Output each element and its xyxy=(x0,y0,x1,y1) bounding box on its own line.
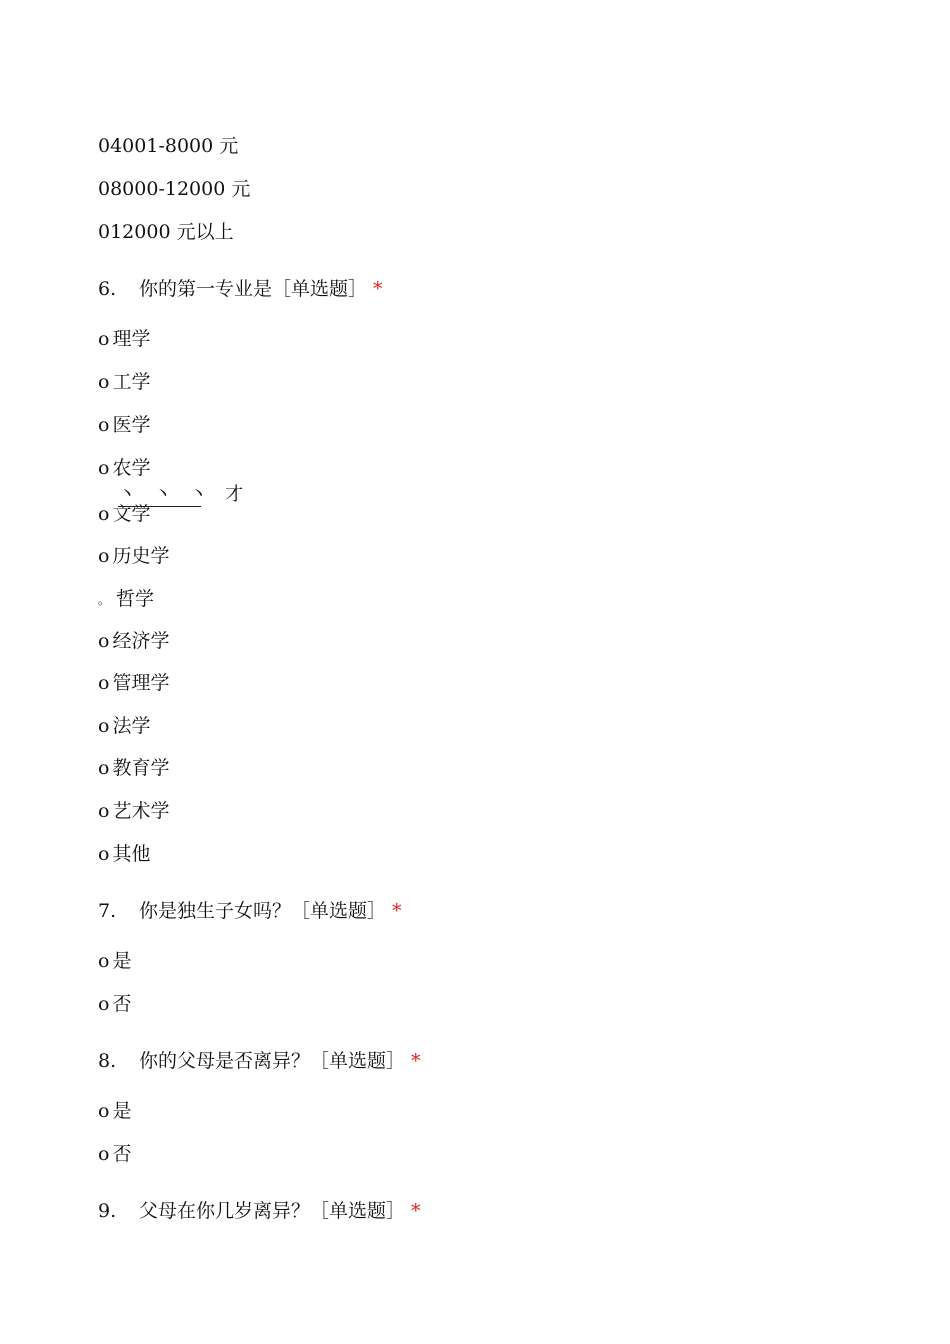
radio-option[interactable] xyxy=(98,1099,131,1123)
radio-marker[interactable]: o xyxy=(98,371,110,393)
required-asterisk: * xyxy=(411,1200,421,1222)
question-number: 7. xyxy=(98,900,117,922)
required-asterisk: * xyxy=(411,1050,421,1072)
option-label: 艺术学 xyxy=(112,800,170,822)
radio-option[interactable] xyxy=(98,456,150,480)
radio-marker[interactable]: o xyxy=(98,672,110,694)
radio-marker[interactable]: o xyxy=(98,1100,110,1122)
radio-option[interactable] xyxy=(98,842,150,866)
required-asterisk: * xyxy=(392,900,402,922)
radio-marker[interactable]: o xyxy=(98,800,110,822)
radio-marker[interactable]: 。 xyxy=(98,593,111,607)
radio-option[interactable] xyxy=(98,714,150,738)
question-text: 你的第一专业是［单选题］ xyxy=(139,278,368,300)
radio-option[interactable] xyxy=(98,992,131,1016)
radio-option[interactable] xyxy=(98,502,150,526)
option-label: 历史学 xyxy=(112,545,170,567)
radio-option[interactable] xyxy=(98,799,169,823)
option-label: 否 xyxy=(112,1143,132,1165)
option-label: 农学 xyxy=(112,457,151,479)
option-label: 否 xyxy=(112,993,132,1015)
income-option[interactable]: 04001-8000 元 xyxy=(98,135,239,157)
question-9-title xyxy=(98,1199,421,1223)
option-label: 哲学 xyxy=(116,588,155,610)
question-number: 6. xyxy=(98,278,117,300)
radio-option[interactable] xyxy=(98,629,169,653)
question-number: 9. xyxy=(98,1200,117,1222)
option-label: 文学 xyxy=(112,503,151,525)
radio-marker[interactable]: o xyxy=(98,414,110,436)
radio-marker[interactable]: o xyxy=(98,503,110,525)
radio-marker[interactable]: o xyxy=(98,457,110,479)
radio-marker[interactable]: o xyxy=(98,843,110,865)
question-text: 你是独生子女吗？［单选题］ xyxy=(139,900,387,922)
radio-marker[interactable]: o xyxy=(98,757,110,779)
income-option[interactable]: 012000 元以上 xyxy=(98,221,234,243)
radio-marker[interactable]: o xyxy=(98,950,110,972)
option-label: 教育学 xyxy=(112,757,170,779)
radio-option[interactable] xyxy=(98,413,150,437)
option-label: 经济学 xyxy=(112,630,170,652)
question-text: 父母在你几岁离异？［单选题］ xyxy=(139,1200,406,1222)
radio-option[interactable] xyxy=(98,327,150,351)
option-label: 管理学 xyxy=(112,672,170,694)
income-option[interactable]: 08000-12000 元 xyxy=(98,178,251,200)
radio-option[interactable] xyxy=(98,587,154,612)
option-label: 工学 xyxy=(112,371,151,393)
radio-option[interactable] xyxy=(98,544,169,568)
question-text: 你的父母是否离异？［单选题］ xyxy=(139,1050,406,1072)
option-label: 是 xyxy=(112,950,132,972)
option-label: 其他 xyxy=(112,843,151,865)
radio-marker[interactable]: o xyxy=(98,715,110,737)
radio-marker[interactable]: o xyxy=(98,545,110,567)
option-label: 医学 xyxy=(112,414,151,436)
radio-marker[interactable]: o xyxy=(98,993,110,1015)
question-7-title xyxy=(98,899,402,923)
radio-option[interactable] xyxy=(98,370,150,394)
radio-option[interactable] xyxy=(98,756,169,780)
radio-option[interactable] xyxy=(98,1142,131,1166)
radio-marker[interactable]: o xyxy=(98,630,110,652)
option-label: 法学 xyxy=(112,715,151,737)
option-label: 是 xyxy=(112,1100,132,1122)
question-8-title xyxy=(98,1049,421,1073)
scan-artifact-text: 丶 丶 丶 才 xyxy=(118,484,250,505)
radio-marker[interactable]: o xyxy=(98,328,110,350)
radio-option[interactable] xyxy=(98,949,131,973)
required-asterisk: * xyxy=(373,278,383,300)
question-6-title xyxy=(98,277,383,301)
question-number: 8. xyxy=(98,1050,117,1072)
radio-option[interactable] xyxy=(98,671,169,695)
option-label: 理学 xyxy=(112,328,151,350)
radio-marker[interactable]: o xyxy=(98,1143,110,1165)
